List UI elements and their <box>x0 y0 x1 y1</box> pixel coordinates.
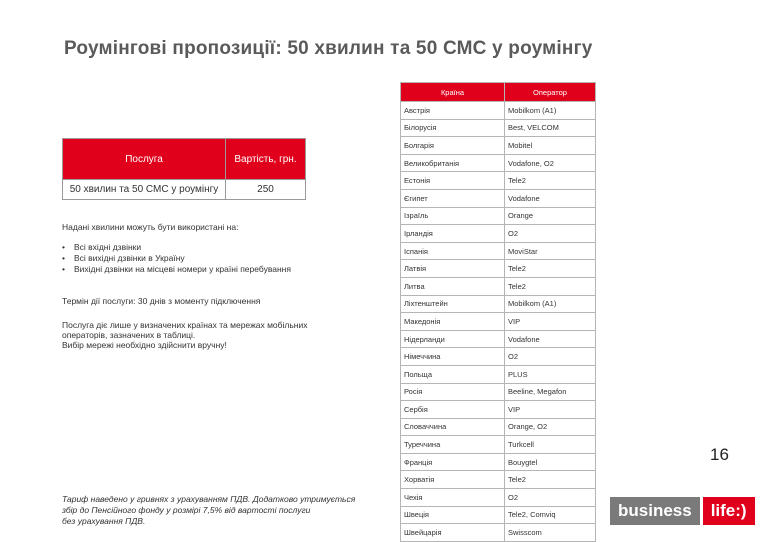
table-row <box>401 189 596 207</box>
country-cell: Швеція <box>401 506 505 524</box>
operator-cell: Mobilkom (A1) <box>505 102 596 120</box>
business-life-logo <box>610 497 755 525</box>
list-item: • Вихідні дзвінки на місцеві номери у країні перебування <box>62 264 291 275</box>
list-item: • Всі вхідні дзвінки <box>62 242 291 253</box>
operator-cell: O2 <box>505 489 596 507</box>
logo-part-business: business <box>610 497 700 525</box>
operator-cell: Bouygtel <box>505 453 596 471</box>
services-header-cell: Послуга <box>63 139 226 180</box>
countries-header-cell: Оператор <box>505 83 596 102</box>
country-cell: Білорусія <box>401 119 505 137</box>
country-cell: Македонія <box>401 313 505 331</box>
country-cell: Латвія <box>401 260 505 278</box>
table-row <box>401 225 596 243</box>
table-row <box>401 154 596 172</box>
table-row <box>401 295 596 313</box>
table-row <box>401 260 596 278</box>
operator-cell: PLUS <box>505 365 596 383</box>
country-cell: Франція <box>401 453 505 471</box>
table-row <box>401 418 596 436</box>
countries-header-cell: Країна <box>401 83 505 102</box>
operator-cell: Tele2, Comviq <box>505 506 596 524</box>
table-row <box>401 524 596 542</box>
coverage-line: Послуга діє лише у визначених країнах та мережах мобільних <box>62 320 308 330</box>
logo-part-life: life:) <box>703 497 755 525</box>
list-item: • Всі вихідні дзвінки в Україну <box>62 253 291 264</box>
operator-cell: Beeline, Megafon <box>505 383 596 401</box>
page-number: 16 <box>710 445 729 464</box>
operator-cell: MoviStar <box>505 242 596 260</box>
table-row <box>401 471 596 489</box>
operator-cell: Tele2 <box>505 471 596 489</box>
country-cell: Естонія <box>401 172 505 190</box>
footer-note <box>62 494 355 527</box>
operator-cell: Tele2 <box>505 277 596 295</box>
services-cell: 50 хвилин та 50 СМС у роумінгу <box>63 180 226 200</box>
operator-cell: Vodafone, O2 <box>505 154 596 172</box>
operator-cell: VIP <box>505 313 596 331</box>
table-row <box>401 506 596 524</box>
country-cell: Іспанія <box>401 242 505 260</box>
table-row <box>401 453 596 471</box>
table-row <box>401 436 596 454</box>
operator-cell: Orange <box>505 207 596 225</box>
operator-cell: Orange, O2 <box>505 418 596 436</box>
operator-cell: Vodafone <box>505 189 596 207</box>
operator-cell: Swisscom <box>505 524 596 542</box>
table-row <box>63 180 306 200</box>
operator-cell: Mobilkom (A1) <box>505 295 596 313</box>
table-row <box>401 137 596 155</box>
operator-cell: VIP <box>505 401 596 419</box>
table-row <box>401 102 596 120</box>
table-row <box>401 313 596 331</box>
footer-line: без урахування ПДВ. <box>62 516 146 526</box>
table-row <box>401 348 596 366</box>
operator-cell: Vodafone <box>505 330 596 348</box>
table-row <box>401 401 596 419</box>
table-row <box>401 172 596 190</box>
country-cell: Словаччина <box>401 418 505 436</box>
country-cell: Литва <box>401 277 505 295</box>
usage-intro: Надані хвилини можуть бути використані на: <box>62 222 239 232</box>
country-cell: Ізраїль <box>401 207 505 225</box>
country-cell: Сербія <box>401 401 505 419</box>
table-row <box>401 489 596 507</box>
country-cell: Росія <box>401 383 505 401</box>
country-cell: Єгипет <box>401 189 505 207</box>
page-title: Роумінгові пропозиції: 50 хвилин та 50 СМС у роумінгу <box>64 38 593 59</box>
operator-cell: O2 <box>505 348 596 366</box>
table-row <box>401 383 596 401</box>
country-cell: Польща <box>401 365 505 383</box>
country-cell: Нідерланди <box>401 330 505 348</box>
table-row <box>401 330 596 348</box>
usage-list <box>62 242 291 275</box>
operator-cell: Best, VELCOM <box>505 119 596 137</box>
country-cell: Туреччина <box>401 436 505 454</box>
table-row <box>401 119 596 137</box>
operator-cell: O2 <box>505 225 596 243</box>
country-cell: Австрія <box>401 102 505 120</box>
services-cell: 250 <box>226 180 306 200</box>
coverage-line: операторів, зазначених в таблиці. <box>62 330 196 340</box>
operator-cell: Tele2 <box>505 172 596 190</box>
countries-table <box>400 82 596 542</box>
country-cell: Чехія <box>401 489 505 507</box>
table-row <box>401 365 596 383</box>
coverage-note <box>62 320 308 350</box>
country-cell: Ліхтенштейн <box>401 295 505 313</box>
country-cell: Швейцарія <box>401 524 505 542</box>
services-table <box>62 138 306 200</box>
operator-cell: Mobitel <box>505 137 596 155</box>
footer-line: збір до Пенсійного фонду у розмірі 7,5% від вартості послуги <box>62 505 311 515</box>
footer-line: Тариф наведено у гривнях з урахуванням ПДВ. Додатково утримується <box>62 494 356 504</box>
table-row <box>401 207 596 225</box>
country-cell: Ірландія <box>401 225 505 243</box>
country-cell: Хорватія <box>401 471 505 489</box>
coverage-line: Вибір мережі необхідно здійснити вручну! <box>62 340 227 350</box>
table-row <box>401 277 596 295</box>
table-row <box>401 242 596 260</box>
operator-cell: Tele2 <box>505 260 596 278</box>
country-cell: Болгарія <box>401 137 505 155</box>
country-cell: Німеччина <box>401 348 505 366</box>
country-cell: Великобританія <box>401 154 505 172</box>
services-header-cell: Вартість, грн. <box>226 139 306 180</box>
operator-cell: Turkcell <box>505 436 596 454</box>
term-text: Термін дії послуги: 30 днів з моменту підключення <box>62 296 261 306</box>
